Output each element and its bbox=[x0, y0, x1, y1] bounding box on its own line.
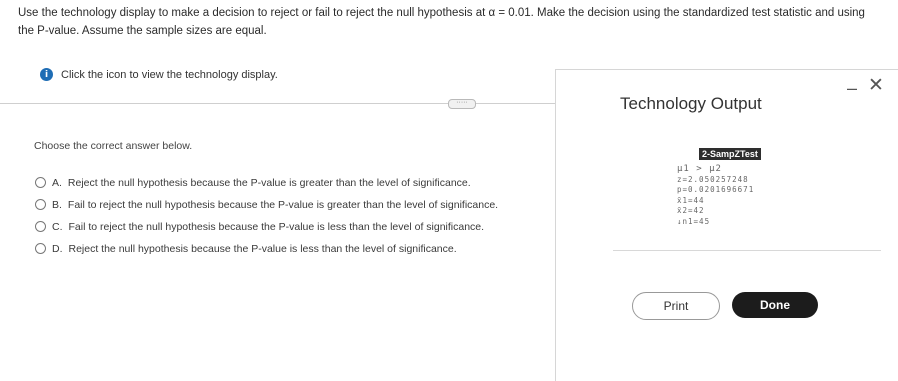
print-button[interactable]: Print bbox=[632, 292, 720, 320]
done-button[interactable]: Done bbox=[732, 292, 818, 318]
calculator-output bbox=[613, 140, 881, 251]
question-line-2: the P-value. Assume the sample sizes are equal. bbox=[18, 25, 267, 37]
test-header: 2-SampZTest bbox=[699, 148, 761, 160]
radio-button[interactable] bbox=[35, 199, 46, 210]
close-icon[interactable]: ✕ bbox=[868, 74, 884, 96]
radio-button[interactable] bbox=[35, 221, 46, 232]
option-c[interactable] bbox=[35, 216, 498, 237]
option-letter: B. bbox=[52, 198, 62, 211]
minimize-icon[interactable]: – bbox=[847, 78, 858, 98]
output-line-xbar2: x̄2=42 bbox=[677, 206, 705, 215]
option-d[interactable] bbox=[35, 238, 498, 259]
calculator-lines bbox=[677, 164, 754, 227]
output-line-n1: ↓n1=45 bbox=[677, 216, 711, 226]
radio-button[interactable] bbox=[35, 177, 46, 188]
more-icon[interactable]: ····· bbox=[448, 99, 476, 109]
answer-options bbox=[35, 172, 498, 260]
option-text: Fail to reject the null hypothesis because the P-value is greater than the level of significance. bbox=[67, 198, 499, 211]
option-letter: A. bbox=[52, 176, 62, 189]
option-b[interactable] bbox=[35, 194, 498, 215]
option-text: Reject the null hypothesis because the P-value is less than the level of significance. bbox=[68, 242, 457, 255]
question-line-1: Use the technology display to make a decision to reject or fail to reject the null hypothesis at α = 0.01. Make the decision using the standardized test statistic and using bbox=[18, 7, 865, 19]
output-line-z: z=2.050257248 bbox=[677, 174, 749, 184]
radio-button[interactable] bbox=[35, 243, 46, 254]
info-icon[interactable]: i bbox=[40, 68, 53, 81]
option-letter: C. bbox=[52, 220, 63, 233]
technology-hint[interactable] bbox=[40, 68, 278, 81]
option-text: Fail to reject the null hypothesis because the P-value is less than the level of significance. bbox=[68, 220, 485, 233]
technology-output-dialog bbox=[555, 69, 898, 381]
output-line-xbar1: x̄1=44 bbox=[677, 195, 705, 205]
option-text: Reject the null hypothesis because the P-value is greater than the level of significance. bbox=[67, 176, 471, 189]
section-divider bbox=[0, 103, 560, 104]
option-letter: D. bbox=[52, 242, 63, 255]
dialog-title: Technology Output bbox=[620, 94, 762, 113]
output-line-p: p=0.0201696671 bbox=[677, 185, 755, 194]
hint-text: Click the icon to view the technology display. bbox=[61, 68, 278, 81]
output-line-hypothesis: μ1 > μ2 bbox=[677, 164, 722, 174]
option-a[interactable] bbox=[35, 172, 498, 193]
choose-prompt: Choose the correct answer below. bbox=[34, 140, 193, 152]
question-text bbox=[18, 4, 888, 40]
